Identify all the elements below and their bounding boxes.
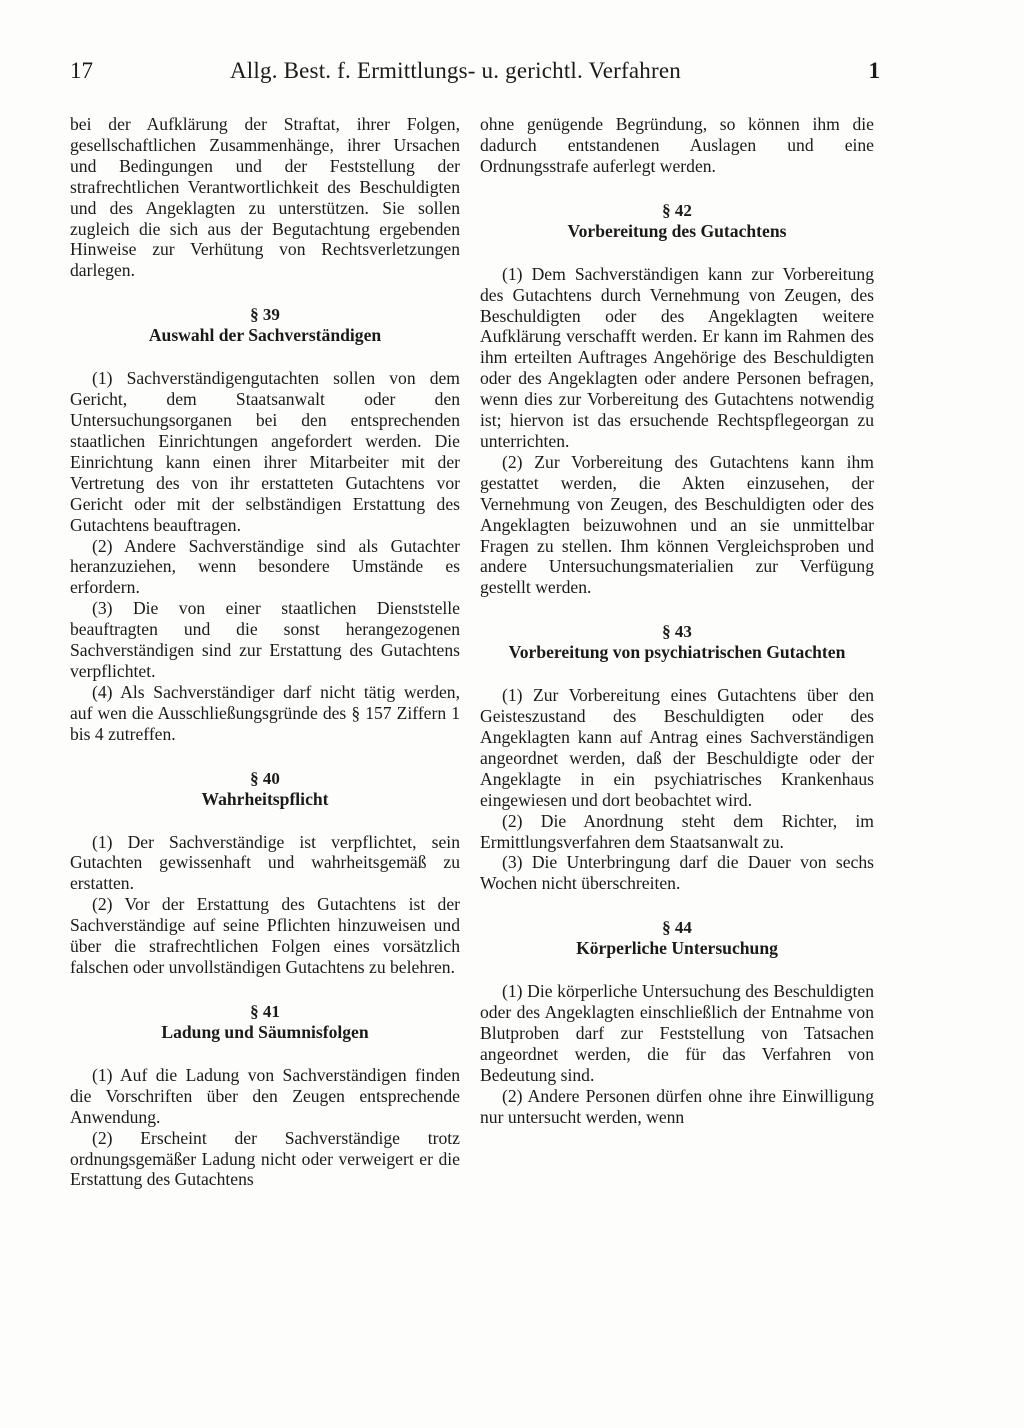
paragraph: (1) Der Sachverständige ist verpflichtet, sein Gutachten gewissenhaft und wahrheitsgemäß zu erstatten. xyxy=(70,831,460,894)
paragraph: (2) Die Anordnung steht dem Richter, im Ermittlungsverfahren dem Staatsanwalt zu. xyxy=(480,810,874,852)
paragraph: (1) Sachverständigengutachten sollen von dem Gericht, dem Staatsanwalt oder den Untersuchungsorganen bei den entsprechenden staatlichen Einrichtungen angefordert werden. Die Einrichtung kann einen ihrer Mitarbeiter mit der Vertretung des von ihr erstatteten Gutachtens vor Gericht oder mit der selbständigen Erstattung des Gutachtens beauftragen. xyxy=(70,368,460,535)
paragraph: (2) Andere Personen dürfen ohne ihre Einwilligung nur untersucht werden, wenn xyxy=(480,1085,874,1127)
paragraph: (4) Als Sachverständiger darf nicht tätig werden, auf wen die Ausschließungsgründe des § 157 Ziffern 1 bis 4 zutreffen. xyxy=(70,681,460,744)
paragraph: (1) Zur Vorbereitung eines Gutachtens über den Geisteszustand des Beschuldigten oder des Angeklagten kann auf Antrag eines Sachverständigen angeordnet werden, daß der Beschuldigte oder der Angeklagte in ein psychiatrisches Krankenhaus eingewiesen und dort beobachtet wird. xyxy=(480,685,874,810)
running-title: Allg. Best. f. Ermittlungs- u. gerichtl. Verfahren xyxy=(230,58,681,83)
paragraph: (2) Andere Sachverständige sind als Gutachter heranzuziehen, wenn besondere Umstände es erfordern. xyxy=(70,535,460,598)
section-number: § 40 xyxy=(250,768,280,788)
section-number: § 44 xyxy=(662,918,692,938)
paragraph: (1) Die körperliche Untersuchung des Beschuldigten oder des Angeklagten einschließlich der Entnahme von Blutproben darf zur Feststellung von Tatsachen angeordnet werden, die für das Verfahren von Bedeutung sind. xyxy=(480,981,874,1085)
section-40 xyxy=(70,769,460,978)
section-44 xyxy=(480,918,874,1127)
page-header xyxy=(70,54,880,88)
section-title: Vorbereitung des Gutachtens xyxy=(567,220,787,241)
section-number: § 43 xyxy=(662,622,692,642)
paragraph: (3) Die Unterbringung darf die Dauer von sechs Wochen nicht überschreiten. xyxy=(480,852,874,894)
section-39 xyxy=(70,305,460,744)
section-number: § 41 xyxy=(250,1001,280,1021)
section-title: Ladung und Säumnisfolgen xyxy=(161,1021,369,1042)
paragraph: (3) Die von einer staatlichen Dienststelle beauftragten und die sonst herangezogenen Sachverständigen sind zur Erstattung des Gutachtens verpflichtet. xyxy=(70,598,460,681)
section-42 xyxy=(480,201,874,599)
section-43 xyxy=(480,622,874,894)
right-column xyxy=(480,114,874,1128)
paragraph: (2) Vor der Erstattung des Gutachtens ist der Sachverständige auf seine Pflichten hinzuweisen und über die strafrechtlichen Folgen eines vorsätzlich falschen oder unvollständigen Gutachtens zu belehren. xyxy=(70,894,460,977)
section-title: Vorbereitung von psychiatrischen Gutachten xyxy=(508,642,846,663)
section-title: Wahrheitspflicht xyxy=(201,788,329,809)
section-title: Körperliche Untersuchung xyxy=(576,938,778,959)
section-title: Auswahl der Sachverständigen xyxy=(148,325,382,346)
intro-paragraph: bei der Aufklärung der Straftat, ihrer Folgen, gesellschaftlichen Zusammenhänge, ihrer Ursachen und Bedingungen und der Feststellung der strafrechtlichen Verantwortlichkeit des Beschuldigten und des Angeklagten zu unterstützen. Sie sollen zugleich die sich aus der Begutachtung ergebenden Hinweise zur Verhütung von Rechtsverletzungen darlegen. xyxy=(70,114,460,281)
paragraph: (2) Zur Vorbereitung des Gutachtens kann ihm gestattet werden, die Akten einzusehen, der Vernehmung von Zeugen, des Beschuldigten oder des Angeklagten beizuwohnen und an sie unmittelbar Fragen zu stellen. Ihm können Vergleichsproben und andere Untersuchungsmaterialien zur Verfügung gestellt werden. xyxy=(480,451,874,598)
section-41 xyxy=(70,1002,460,1190)
paragraph: (2) Erscheint der Sachverständige trotz ordnungsgemäßer Ladung nicht oder verweigert er die Erstattung des Gutachtens xyxy=(70,1127,460,1190)
left-column xyxy=(70,114,460,1190)
paragraph: (1) Auf die Ladung von Sachverständigen finden die Vorschriften über den Zeugen entsprechende Anwendung. xyxy=(70,1064,460,1127)
page-number: 17 xyxy=(70,58,93,83)
section-number: § 42 xyxy=(662,200,692,220)
section-number: § 39 xyxy=(250,305,280,325)
continuation-paragraph: ohne genügende Begründung, so können ihm die dadurch entstandenen Auslagen und eine Ordnungsstrafe auferlegt werden. xyxy=(480,114,874,176)
paragraph: (1) Dem Sachverständigen kann zur Vorbereitung des Gutachtens durch Vernehmung von Zeugen, des Beschuldigten oder des Angeklagten weitere Aufklärung verschafft werden. Er kann im Rahmen des ihm erteilten Auftrages Angehörige des Beschuldigten oder des Angeklagten oder andere Personen befragen, wenn dies zur Vorbereitung des Gutachtens notwendig ist; hiervon ist das ersuchende Rechtspflegeorgan zu unterrichten. xyxy=(480,263,874,451)
chapter-number: 1 xyxy=(868,58,880,83)
